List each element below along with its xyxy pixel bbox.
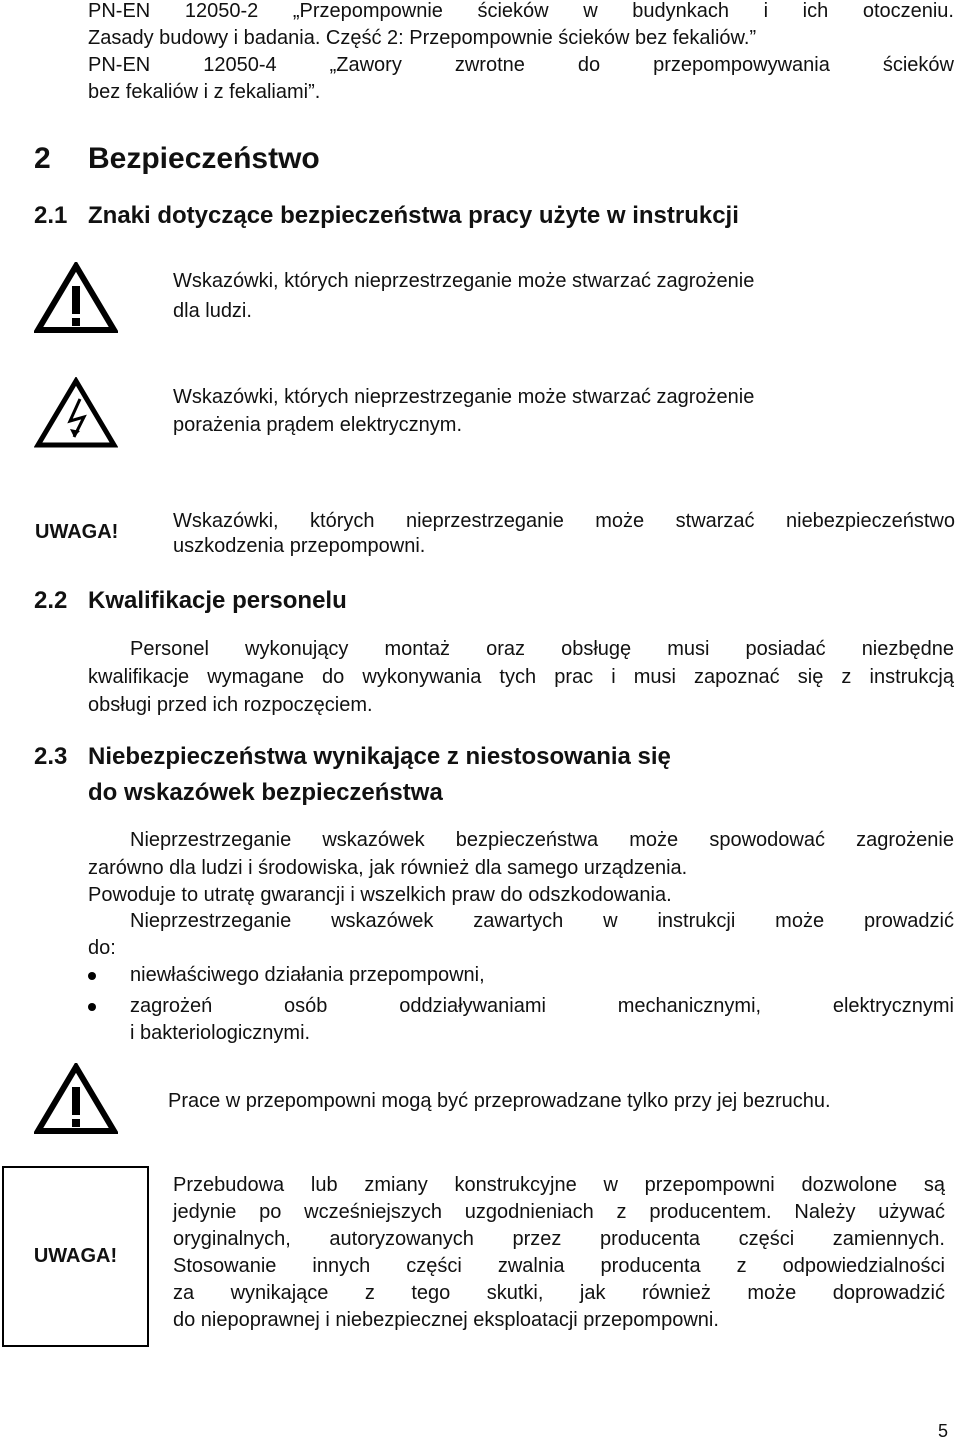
modifications-line-4: Stosowanie innych części zwalnia producenta z odpowiedzialności: [173, 1255, 945, 1277]
qualifications-line-3: obsługi przed ich rozpoczęciem.: [88, 694, 373, 716]
uwaga-box: [2, 1166, 149, 1347]
warning-triangle-icon: [34, 1063, 118, 1135]
hazards-bullet-2-line-1: zagrożeń osób oddziaływaniami mechanicznymi, elektrycznymi: [130, 995, 954, 1017]
section-2-1-number: 2.1: [34, 202, 68, 229]
hazards-bullet-1: niewłaściwego działania przepompowni,: [130, 964, 485, 986]
section-2-3-title-line-1: Niebezpieczeństwa wynikające z niestosowania się: [88, 743, 671, 770]
electric-warning-text-line-2: porażenia prądem elektrycznym.: [173, 414, 463, 436]
general-warning-text-line-1: Wskazówki, których nieprzestrzeganie może stwarzać zagrożenie: [173, 270, 755, 292]
electric-warning-text-line-1: Wskazówki, których nieprzestrzeganie może stwarzać zagrożenie: [173, 386, 755, 408]
page-number: 5: [938, 1421, 949, 1441]
uwaga-text-line-2: uszkodzenia przepompowni.: [173, 535, 426, 557]
hazards-p2-line-1: Nieprzestrzeganie wskazówek zawartych w instrukcji może prowadzić: [130, 910, 954, 932]
norm-2-line-1: PN-EN 12050-4 „Zawory zwrotne do przepompowywania ścieków: [88, 54, 954, 76]
section-2-2-number: 2.2: [34, 587, 68, 614]
norm-1-line-1: PN-EN 12050-2 „Przepompownie ścieków w budynkach i ich otoczeniu.: [88, 0, 954, 22]
modifications-line-2: jedynie po wcześniejszych uzgodnieniach z producentem. Należy używać: [173, 1201, 945, 1223]
general-warning-text-line-2: dla ludzi.: [173, 300, 252, 322]
uwaga-label: UWAGA!: [35, 521, 119, 543]
section-2-3-title-line-2: do wskazówek bezpieczeństwa: [88, 779, 443, 806]
standstill-warning-text: Prace w przepompowni mogą być przeprowadzane tylko przy jej bezruchu.: [168, 1090, 831, 1112]
qualifications-line-1: Personel wykonujący montaż oraz obsługę musi posiadać niezbędne: [130, 638, 954, 660]
hazards-p2-line-2: do:: [88, 937, 116, 959]
uwaga-box-label: UWAGA!: [33, 1245, 118, 1267]
hazards-p1-line-1: Nieprzestrzeganie wskazówek bezpieczeństwa może spowodować zagrożenie: [130, 829, 954, 851]
section-2-2-title: Kwalifikacje personelu: [88, 587, 347, 614]
bullet-icon: [88, 1003, 96, 1011]
section-2-number: 2: [34, 142, 51, 175]
section-2-3-number: 2.3: [34, 743, 68, 770]
electric-hazard-icon: [34, 377, 118, 449]
modifications-line-5: za wynikające z tego skutki, jak również może doprowadzić: [173, 1282, 945, 1304]
qualifications-line-2: kwalifikacje wymagane do wykonywania tych prac i musi zapoznać się z instrukcją: [88, 666, 954, 688]
uwaga-text-line-1: Wskazówki, których nieprzestrzeganie może stwarzać niebezpieczeństwo: [173, 510, 955, 532]
hazards-p1-line-2: zarówno dla ludzi i środowiska, jak również dla samego urządzenia.: [88, 857, 688, 879]
bullet-icon: [88, 972, 96, 980]
modifications-line-6: do niepoprawnej i niebezpiecznej eksploatacji przepompowni.: [173, 1309, 719, 1331]
section-2-title: Bezpieczeństwo: [88, 142, 320, 175]
norm-2-line-2: bez fekaliów i z fekaliami”.: [88, 81, 321, 103]
modifications-line-3: oryginalnych, autoryzowanych przez producenta części zamiennych.: [173, 1228, 945, 1250]
hazards-p1-line-3: Powoduje to utratę gwarancji i wszelkich praw do odszkodowania.: [88, 884, 672, 906]
warning-triangle-icon: [34, 262, 118, 334]
modifications-line-1: Przebudowa lub zmiany konstrukcyjne w przepompowni dozwolone są: [173, 1174, 945, 1196]
norm-1-line-2: Zasady budowy i badania. Część 2: Przepompownie ścieków bez fekaliów.”: [88, 27, 757, 49]
hazards-bullet-2-line-2: i bakteriologicznymi.: [130, 1022, 311, 1044]
section-2-1-title: Znaki dotyczące bezpieczeństwa pracy użyte w instrukcji: [88, 202, 739, 229]
